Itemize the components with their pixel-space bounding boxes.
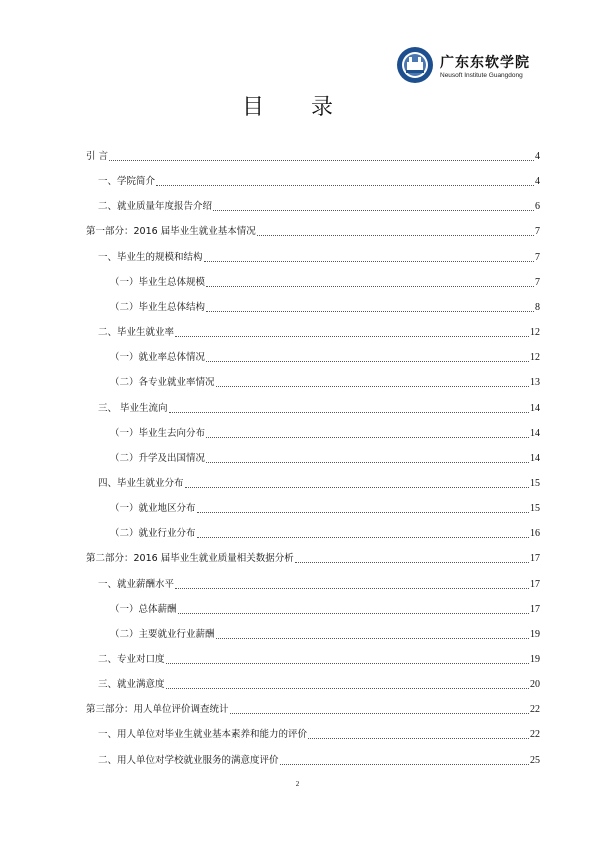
toc-entry-page: 19 [530,654,540,665]
toc-dot-leader [280,763,529,765]
toc-entry-page: 20 [530,679,540,691]
toc-entry-page: 25 [530,754,540,766]
toc-entry-page: 17 [530,578,540,590]
toc-entry-page: 12 [530,352,540,364]
toc-entry[interactable] [98,402,540,416]
toc-entry-page: 15 [530,503,540,515]
toc-dot-leader [206,360,529,362]
toc-entry[interactable] [110,351,540,365]
toc-entry-page: 14 [530,402,540,414]
toc-dot-leader [204,260,534,262]
toc-entry-label: 一、用人单位对毕业生就业基本素养和能力的评价 [98,729,308,741]
toc-entry-label: 引 言 [86,151,109,162]
logo-english-name: Neusoft Institute Guangdong [440,72,523,79]
toc-entry[interactable] [98,728,540,742]
toc-entry-label: （一）就业地区分布 [110,503,196,515]
toc-entry[interactable] [110,502,540,516]
toc-entry[interactable] [98,175,540,189]
toc-dot-leader [216,385,529,387]
toc-entry-page: 7 [535,226,540,238]
institute-logo [396,46,546,86]
toc-entry[interactable] [98,251,540,265]
toc-entry[interactable] [98,653,540,667]
toc-entry-page: 13 [530,377,540,389]
toc-entry[interactable] [110,376,540,390]
toc-entry-label: 三、就业满意度 [98,679,165,691]
toc-entry-label: （一）总体薪酬 [110,603,177,615]
toc-entry[interactable] [86,703,540,717]
toc-entry[interactable] [110,427,540,441]
toc-entry-page: 15 [530,477,540,489]
toc-entry[interactable] [98,326,540,340]
toc-entry[interactable] [98,477,540,491]
toc-entry[interactable] [86,150,540,164]
toc-entry-page: 17 [530,603,540,615]
toc-entry-page: 4 [535,176,540,188]
toc-dot-leader [175,335,529,337]
toc-entry-page: 4 [535,151,540,162]
toc-entry-label: 一、就业薪酬水平 [98,578,175,590]
institute-seal-icon [396,46,434,84]
toc-dot-leader [295,561,529,563]
toc-entry-page: 22 [530,704,540,716]
toc-entry-page: 7 [535,276,540,288]
toc-entry[interactable] [98,200,540,214]
toc-dot-leader [257,234,534,236]
toc-entry-label: 二、专业对口度 [98,654,165,665]
toc-entry[interactable] [98,754,540,768]
toc-entry-label: 二、毕业生就业率 [98,327,175,339]
toc-dot-leader [216,637,529,639]
toc-entry-label: （二）就业行业分布 [110,528,196,540]
toc-dot-leader [109,159,534,161]
toc-entry[interactable] [110,527,540,541]
toc-entry-label: （一）毕业生总体规模 [110,276,206,288]
toc-entry-label: 四、毕业生就业分布 [98,477,184,489]
toc-dot-leader [197,536,529,538]
toc-entry[interactable] [98,678,540,692]
toc-dot-leader [197,511,529,513]
toc-entry-page: 14 [530,427,540,439]
toc-dot-leader [175,587,529,589]
toc-entry-page: 22 [530,729,540,741]
toc-entry-label: （二）各专业就业率情况 [110,377,215,389]
toc-entry[interactable] [86,552,540,566]
toc-entry-page: 14 [530,452,540,464]
toc-entry-label: 第三部分：用人单位评价调查统计 [86,704,229,716]
toc-entry[interactable] [110,452,540,466]
toc-dot-leader [166,687,529,689]
toc-entry-label: 二、就业质量年度报告介绍 [98,201,213,213]
toc-entry[interactable] [110,301,540,315]
toc-entry-label: 一、学院简介 [98,176,156,188]
toc-entry-page: 12 [530,327,540,339]
toc-entry[interactable] [110,603,540,617]
page-number: 2 [295,780,300,788]
toc-entry[interactable] [110,628,540,642]
toc-dot-leader [185,486,529,488]
toc-entry[interactable] [98,578,540,592]
toc-dot-leader [156,184,534,186]
toc-entry-label: （一）就业率总体情况 [110,352,206,364]
toc-dot-leader [206,461,529,463]
toc-dot-leader [178,612,529,614]
toc-entry-page: 8 [535,301,540,313]
toc-entry[interactable] [86,225,540,239]
toc-dot-leader [206,285,534,287]
toc-entry[interactable] [110,276,540,290]
toc-entry-label: 三、 毕业生流向 [98,402,168,414]
toc-entry-page: 17 [530,553,540,565]
toc-entry-label: （二）主要就业行业薪酬 [110,628,215,640]
toc-entry-page: 7 [535,251,540,263]
toc-entry-page: 6 [535,201,540,213]
toc-entry-label: 二、用人单位对学校就业服务的满意度评价 [98,754,279,766]
toc-dot-leader [206,436,529,438]
toc-dot-leader [166,662,529,664]
page-title: 目 录 [242,95,353,120]
toc-dot-leader [308,737,529,739]
logo-chinese-name: 广东东软学院 [440,55,530,71]
toc-entry-label: （一）毕业生去向分布 [110,427,206,439]
toc-entry-page: 19 [530,628,540,640]
toc-entry-label: 一、毕业生的规模和结构 [98,251,203,263]
toc-entry-label: （二）升学及出国情况 [110,452,206,464]
toc-dot-leader [206,310,534,312]
toc-entry-label: 第二部分：2016 届毕业生就业质量相关数据分析 [86,553,294,565]
toc-entry-page: 16 [530,528,540,540]
toc-dot-leader [213,209,534,211]
toc-entry-label: 第一部分：2016 届毕业生就业基本情况 [86,226,256,238]
toc-dot-leader [169,411,529,413]
toc-dot-leader [230,712,529,714]
toc-entry-label: （二）毕业生总体结构 [110,301,206,313]
